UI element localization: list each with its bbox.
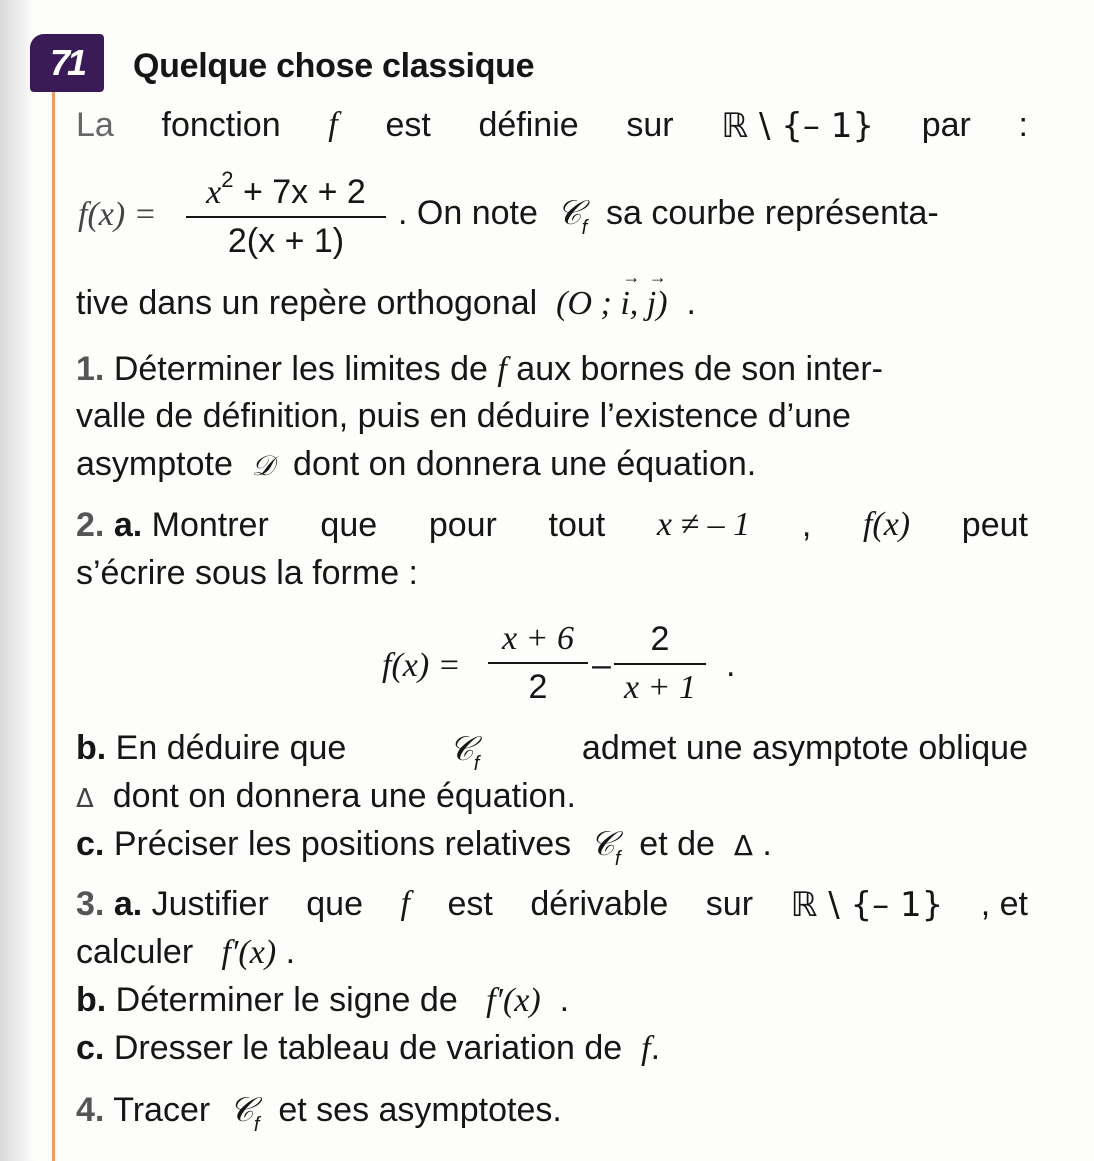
sub-question-letter: b. (76, 981, 107, 1019)
intro-word: sur (626, 106, 674, 144)
question-number: 2. (76, 506, 105, 544)
intro-line-3: tive dans un repère orthogonal (O ; → i, → j) . (76, 284, 696, 323)
curve-symbol: 𝒞 (590, 824, 615, 864)
fraction-denominator: 2(x + 1) (227, 222, 345, 260)
formula-fraction-2 (614, 620, 706, 707)
curve-symbol: 𝒞 (556, 193, 582, 233)
delta-symbol: Δ (76, 784, 94, 814)
formula-minus: – (592, 646, 611, 684)
q3c-line: c. Dresser le tableau de variation de f. (76, 1029, 661, 1067)
intro-word: définie (478, 106, 579, 144)
q3b-line: b. Déterminer le signe de f′(x) . (76, 981, 570, 1019)
fraction-numerator: 2 (650, 620, 670, 658)
exercise-number-badge (30, 34, 104, 92)
fraction-bar (488, 662, 588, 664)
intro-word: est (385, 106, 431, 144)
intro-line-1 (76, 106, 1028, 146)
sub-question-letter: c. (76, 1029, 105, 1067)
q1-line-1: 1. Déterminer les limites de f aux bornes de son inter- (76, 350, 883, 388)
q1-line-3: asymptote 𝒟 dont on donnera une équation. (76, 445, 757, 483)
definition-fraction (186, 167, 386, 261)
q2a-line-1: 2. a. Montrer que pour tout x ≠ – 1 , f(x) peut (76, 506, 1028, 544)
question-number: 3. (76, 885, 105, 923)
fraction-numerator: $x^2 + 7x + 2$ (206, 167, 366, 211)
delta-symbol: Δ (733, 829, 753, 862)
fraction-bar (614, 663, 706, 665)
fx-label: f(x) = (78, 196, 157, 233)
fraction-bar (186, 216, 386, 218)
formula-period: . (726, 646, 736, 684)
sub-question-letter: c. (76, 825, 105, 863)
q2c-line: c. Préciser les positions relatives 𝒞$_f$ et de Δ . (76, 824, 772, 870)
fraction-numerator: x + 6 (501, 620, 575, 657)
domain-set: ℝ \ {– 1} (790, 885, 944, 925)
intro-word: par (921, 106, 971, 144)
margin-rule (52, 88, 55, 1161)
fraction-denominator: x + 1 (623, 669, 697, 706)
formula-fraction-1 (488, 620, 588, 707)
curve-symbol: 𝒞 (229, 1090, 254, 1130)
q3a-line-1: 3. a. Justifier que f est dérivable sur ℝ \ {– 1} , et (76, 885, 1028, 925)
asymptote-d-symbol: 𝒟 (251, 449, 275, 482)
page-gutter-shadow (0, 0, 34, 1161)
question-number: 1. (76, 350, 105, 388)
intro-line-2-text: . On note 𝒞$_f$ sa courbe représenta- (398, 193, 939, 239)
condition: x ≠ – 1 (656, 506, 751, 543)
domain-set: ℝ \ {– 1} (721, 106, 874, 146)
sub-question-letter: a. (113, 885, 143, 923)
q3a-line-2: calculer f′(x) . (76, 933, 296, 971)
q1-line-2: valle de définition, puis en déduire l’existence d’une (76, 397, 851, 435)
exercise-title: Quelque chose classique (133, 47, 535, 85)
question-number: 4. (76, 1091, 105, 1129)
q2b-line-2: Δ dont on donnera une équation. (76, 777, 576, 815)
exercise-number: 71 (49, 42, 85, 83)
intro-word: fonction (161, 106, 281, 144)
intro-word: La (76, 106, 114, 144)
function-name: f (328, 106, 338, 143)
q2a-line-2: s’écrire sous la forme : (76, 554, 418, 592)
sub-question-letter: a. (113, 506, 143, 544)
formula-fx: f(x) = (382, 647, 461, 684)
fraction-denominator: 2 (528, 668, 548, 706)
reference-frame: (O ; → i, → j) (556, 285, 667, 322)
q4-line: 4. Tracer 𝒞$_f$ et ses asymptotes. (76, 1090, 562, 1136)
sub-question-letter: b. (76, 729, 107, 767)
curve-symbol: 𝒞 (448, 729, 474, 769)
q2b-line-1: b. En déduire que 𝒞$_f$ admet une asymptote oblique (76, 729, 1028, 775)
intro-word: : (1018, 106, 1028, 144)
